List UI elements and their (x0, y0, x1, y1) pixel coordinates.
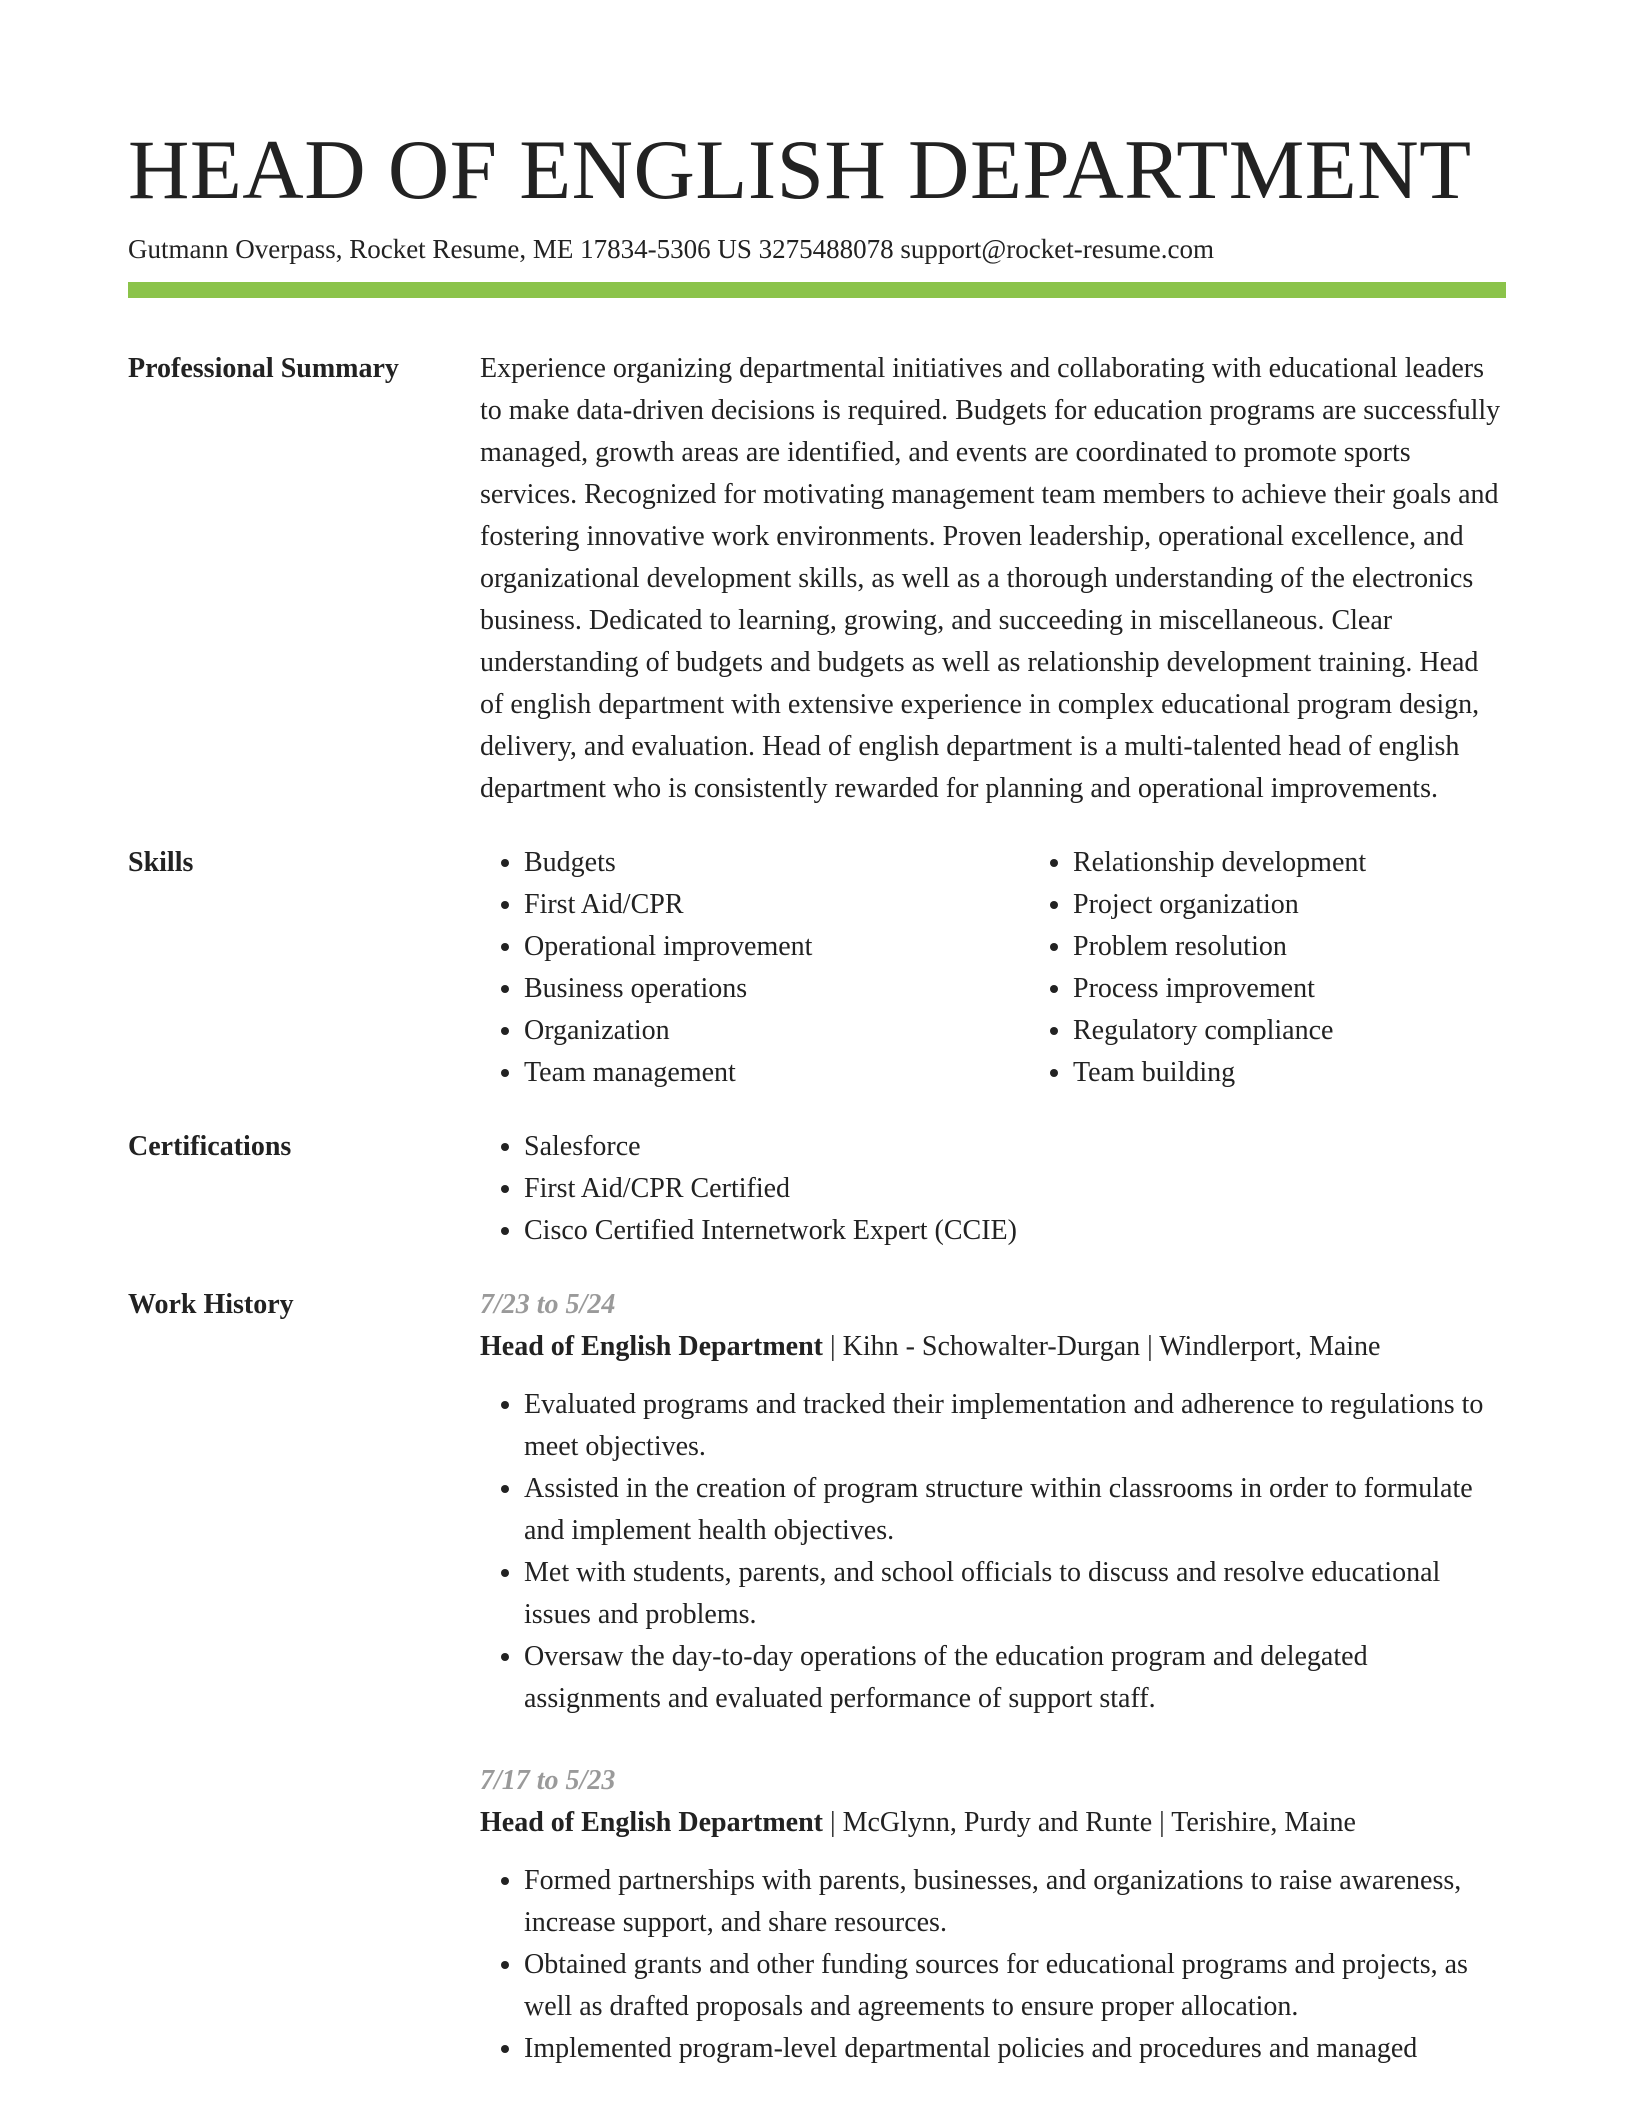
skill-item: • Process improvement (1073, 968, 1578, 1010)
job-bullet: • Oversaw the day-to-day operations of the education program and delegated assignments and evaluated performance of support staff. (524, 1636, 1506, 1720)
job-bullet: • Obtained grants and other funding sources for educational programs and projects, as well as drafted proposals and agreements to ensure proper allocation. (524, 1944, 1506, 2028)
resume-page (128, 0, 1506, 2110)
skill-item: • Business operations (524, 968, 1029, 1010)
certification-item: • First Aid/CPR Certified (524, 1168, 1506, 1210)
summary-body (480, 348, 1506, 810)
job-entry (480, 1760, 1506, 2070)
skills-grid (480, 842, 1578, 1094)
job-dates: 7/17 to 5/23 (480, 1765, 616, 1796)
certification-item: • Cisco Certified Internetwork Expert (CCIE) (524, 1210, 1506, 1252)
section-label-work-history: Work History (128, 1289, 294, 1320)
job-heading (480, 1326, 1506, 1368)
section-label-certifications: Certifications (128, 1131, 292, 1162)
job-bullets (480, 1384, 1506, 1720)
professional-summary-section (128, 348, 1506, 810)
skill-item: • Team management (524, 1052, 1029, 1094)
job-dates: 7/23 to 5/24 (480, 1289, 616, 1320)
skill-item: • Budgets (524, 842, 1029, 884)
job-company: Kihn - Schowalter-Durgan (842, 1331, 1141, 1362)
certification-item: • Salesforce (524, 1126, 1506, 1168)
job-separator: | (1152, 1807, 1172, 1838)
job-separator: | (1140, 1331, 1160, 1362)
skill-item: • Relationship development (1073, 842, 1578, 884)
job-bullets (480, 1860, 1506, 2070)
job-entry (480, 1284, 1506, 1720)
job-title: Head of English Department (480, 1807, 823, 1838)
accent-divider (128, 282, 1506, 298)
skill-item: • Problem resolution (1073, 926, 1578, 968)
skill-item: • Operational improvement (524, 926, 1029, 968)
certifications-section (128, 1126, 1506, 1252)
skills-list-right (1029, 842, 1578, 1094)
skills-section (128, 842, 1506, 1094)
skills-list-left (480, 842, 1029, 1094)
section-label-summary: Professional Summary (128, 353, 399, 384)
job-location: Windlerport, Maine (1159, 1331, 1381, 1362)
contact-line: Gutmann Overpass, Rocket Resume, ME 17834-5306 US 3275488078 support@rocket-resume.com (128, 234, 1214, 264)
skill-item: • Project organization (1073, 884, 1578, 926)
work-history-section (128, 1284, 1506, 2110)
skill-item: • Regulatory compliance (1073, 1010, 1578, 1052)
job-separator: | (823, 1807, 843, 1838)
certifications-body (480, 1126, 1506, 1252)
resume-title: HEAD OF ENGLISH DEPARTMENT (128, 123, 1472, 217)
skills-body (480, 842, 1578, 1094)
job-bullet: • Formed partnerships with parents, businesses, and organizations to raise awareness, increase support, and share resources. (524, 1860, 1506, 1944)
job-bullet: • Assisted in the creation of program structure within classrooms in order to formulate and implement health objectives. (524, 1468, 1506, 1552)
job-separator: | (823, 1331, 843, 1362)
job-bullet: • Evaluated programs and tracked their implementation and adherence to regulations to meet objectives. (524, 1384, 1506, 1468)
skill-item: • Organization (524, 1010, 1029, 1052)
certifications-list (480, 1126, 1506, 1252)
job-bullet: • Implemented program-level departmental policies and procedures and managed (524, 2028, 1506, 2070)
summary-text: Experience organizing departmental initiatives and collaborating with educational leaders to make data-driven decisions is required. Budgets for education programs are successfully managed, growth areas are identified, and events are coordinated to promote sports services. Recognized for motivating management team members to achieve their goals and fostering innovative work environments. Proven leadership, operational excellence, and organizational development skills, as well as a thorough understanding of the electronics business. Dedicated to learning, growing, and succeeding in miscellaneous. Clear understanding of budgets and budgets as well as relationship development training. Head of english department with extensive experience in complex educational program design, delivery, and evaluation. Head of english department is a multi-talented head of english department who is consistently rewarded for planning and operational improvements. (480, 353, 1501, 804)
skill-item: • First Aid/CPR (524, 884, 1029, 926)
job-location: Terishire, Maine (1171, 1807, 1356, 1838)
work-history-body (480, 1284, 1506, 2110)
job-title: Head of English Department (480, 1331, 823, 1362)
job-bullet: • Met with students, parents, and school officials to discuss and resolve educational issues and problems. (524, 1552, 1506, 1636)
job-heading (480, 1802, 1506, 1844)
job-company: McGlynn, Purdy and Runte (842, 1807, 1153, 1838)
section-label-skills: Skills (128, 847, 194, 878)
skill-item: • Team building (1073, 1052, 1578, 1094)
